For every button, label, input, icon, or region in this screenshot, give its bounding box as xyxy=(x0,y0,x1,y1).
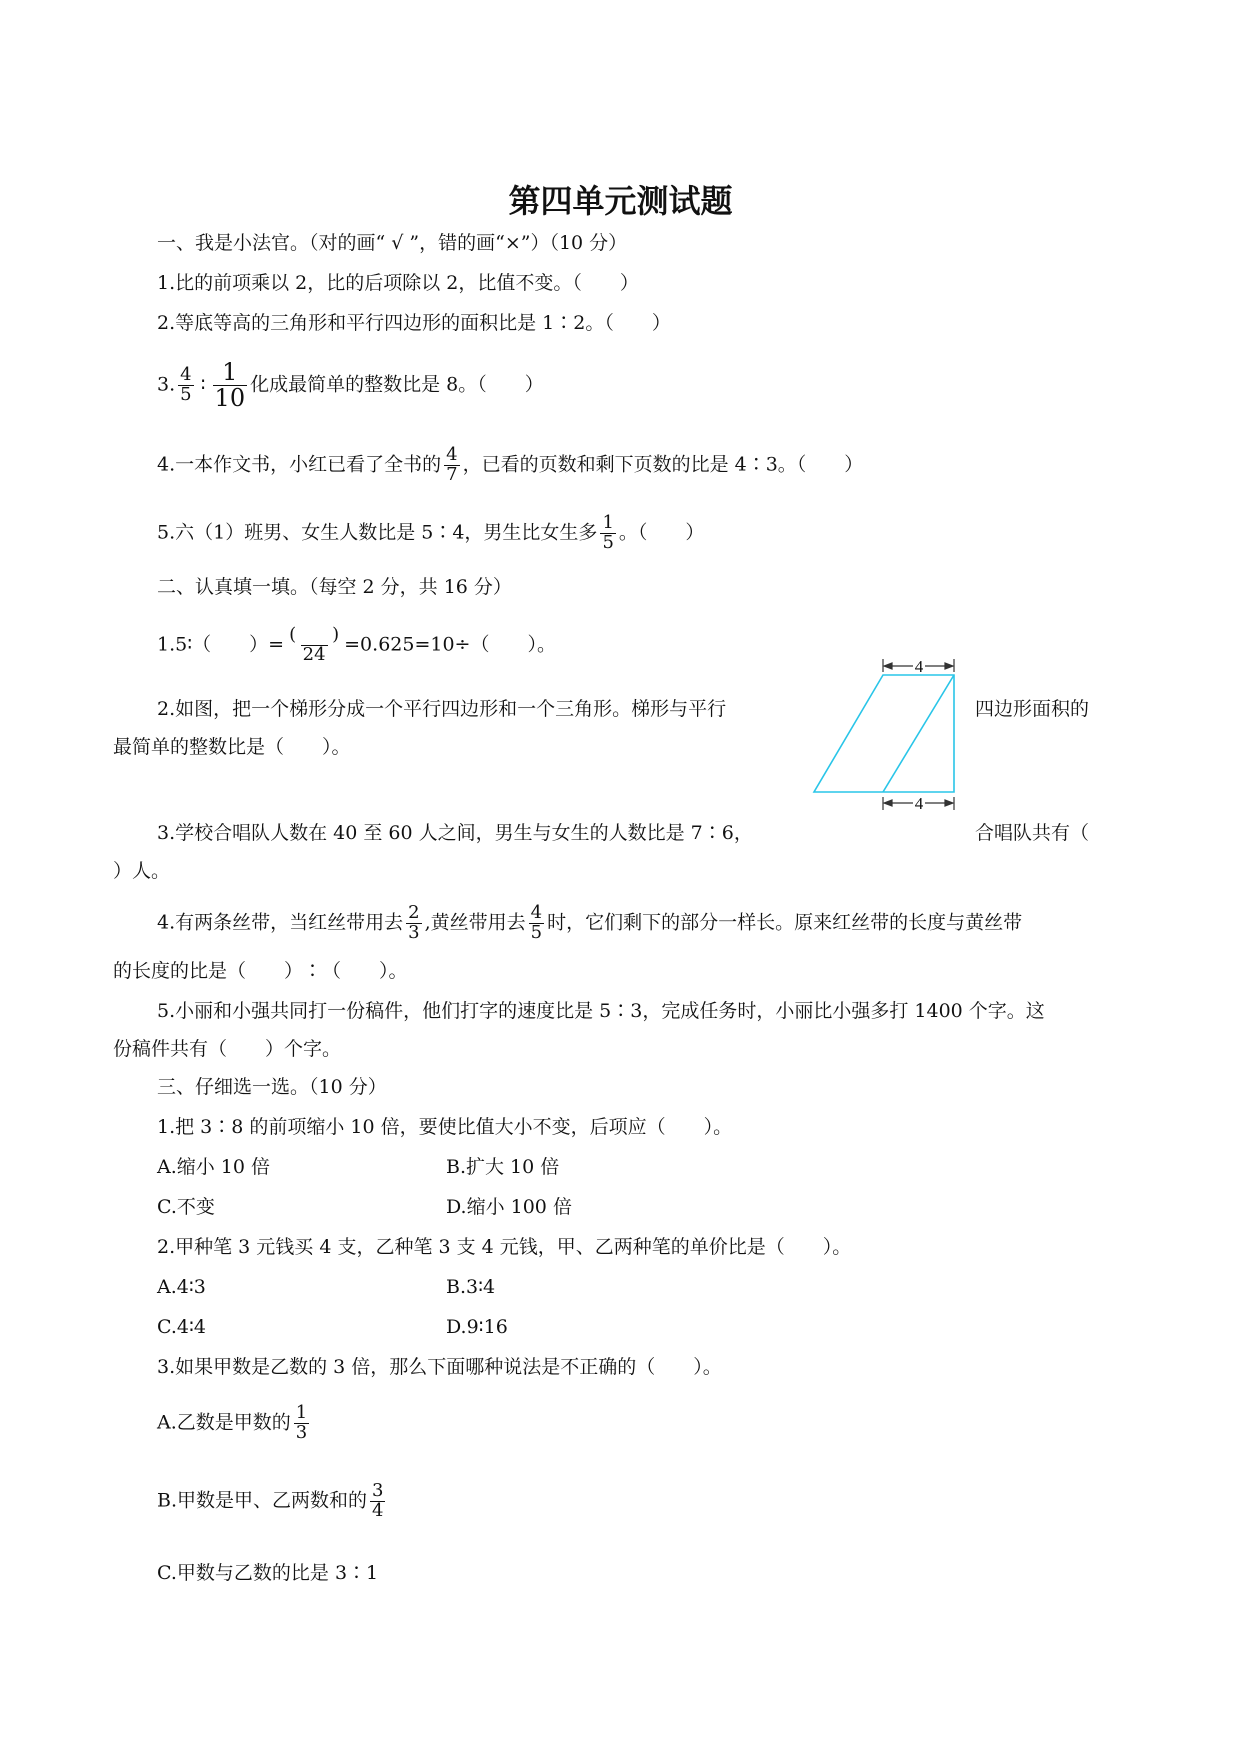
s3-question-2: 2.甲种笔 3 元钱买 4 支，乙种笔 3 支 4 元钱，甲、乙两种笔的单价比是（ ）。 xyxy=(157,1236,852,1258)
option-d[interactable]: D.9∶16 xyxy=(446,1316,508,1338)
s1-question-5 xyxy=(157,514,704,553)
s1-question-4 xyxy=(157,446,863,485)
s2-question-5-line1: 5.小丽和小强共同打一份稿件，他们打字的速度比是 5∶3，完成任务时，小丽比小强多打 1400 个字。这 xyxy=(157,1000,1045,1022)
numerator: 4 xyxy=(530,902,543,923)
fraction xyxy=(213,360,248,411)
option-b[interactable] xyxy=(157,1482,388,1521)
s1-question-1: 1.比的前项乘以 2，比的后项除以 2，比值不变。（ ） xyxy=(157,272,639,294)
trapezoid-figure xyxy=(806,657,966,812)
denominator: 10 xyxy=(214,384,246,413)
s2-question-2-cont: 最简单的整数比是（ ）。 xyxy=(113,736,351,758)
fraction xyxy=(600,514,615,553)
s2-question-5-line2: 份稿件共有（ ）个字。 xyxy=(113,1038,342,1060)
option-b[interactable]: B.扩大 10 倍 xyxy=(446,1156,560,1178)
fraction xyxy=(178,366,193,405)
q-text: 4.有两条丝带，当红丝带用去 xyxy=(157,911,404,934)
denominator: 3 xyxy=(295,1421,308,1443)
denominator: 5 xyxy=(602,531,614,553)
page-title: 第四单元测试题 xyxy=(508,182,733,220)
ratio-colon: ∶ xyxy=(200,373,206,396)
denominator: 7 xyxy=(446,463,458,485)
q-text: 5.六（1）班男、女生人数比是 5∶4，男生比女生多 xyxy=(157,521,598,544)
option-a[interactable]: A.缩小 10 倍 xyxy=(157,1156,271,1178)
s2-question-3-left: 3.学校合唱队人数在 40 至 60 人之间，男生与女生的人数比是 7∶6， xyxy=(157,822,753,844)
s1-question-3 xyxy=(157,360,544,411)
s2-question-3-cont: ）人。 xyxy=(113,860,171,882)
s2-question-3-right: 合唱队共有（ xyxy=(975,822,1090,844)
option-text: B.甲数是甲、乙两数和的 xyxy=(157,1489,368,1512)
fraction xyxy=(287,626,341,665)
numerator: 1 xyxy=(295,1402,308,1423)
option-b[interactable]: B.3∶4 xyxy=(446,1276,496,1298)
fraction xyxy=(529,904,544,943)
section2-heading: 二、认真填一填。（每空 2 分，共 16 分） xyxy=(157,576,512,598)
s3-question-3: 3.如果甲数是乙数的 3 倍，那么下面哪种说法是不正确的（ ）。 xyxy=(157,1356,722,1378)
q-number: 3. xyxy=(157,373,176,396)
denominator: 4 xyxy=(372,1499,384,1521)
s2-question-2-right: 四边形面积的 xyxy=(975,698,1090,720)
q-text: 时，它们剩下的部分一样长。原来红丝带的长度与黄丝带 xyxy=(547,911,1023,934)
top-length-label: 4 xyxy=(914,657,924,676)
s2-question-4 xyxy=(157,904,1022,943)
numerator: 1 xyxy=(602,512,614,533)
denominator: 24 xyxy=(302,643,326,665)
option-c[interactable]: C.甲数与乙数的比是 3∶1 xyxy=(157,1562,379,1584)
q-text: ，已看的页数和剩下页数的比是 4∶3。（ ） xyxy=(462,453,864,476)
bottom-length-label: 4 xyxy=(914,794,924,812)
q-text: 1.5∶（ ）= xyxy=(157,633,285,656)
q-text: 4.一本作文书，小红已看了全书的 xyxy=(157,453,442,476)
trapezoid-shape xyxy=(814,675,954,792)
q-text: ,黄丝带用去 xyxy=(424,911,526,934)
numerator: 4 xyxy=(180,364,192,386)
option-c[interactable]: C.不变 xyxy=(157,1196,215,1218)
numerator: 1 xyxy=(222,358,238,386)
section1-heading: 一、我是小法官。（对的画“ √ ”，错的画“×”）（10 分） xyxy=(157,232,628,254)
numerator: 3 xyxy=(372,1480,384,1501)
numerator: 2 xyxy=(408,902,420,923)
fraction xyxy=(444,446,459,485)
s3-question-1: 1.把 3∶8 的前项缩小 10 倍，要使比值大小不变，后项应（ ）。 xyxy=(157,1116,733,1138)
fraction xyxy=(370,1482,385,1521)
option-text: A.乙数是甲数的 xyxy=(157,1411,291,1434)
s2-question-4-cont: 的长度的比是（ ）∶（ ）。 xyxy=(113,960,408,982)
numerator: ( ) xyxy=(289,624,340,645)
option-d[interactable]: D.缩小 100 倍 xyxy=(446,1196,572,1218)
fraction xyxy=(294,1404,309,1443)
q-text: =0.625=10÷（ ）。 xyxy=(344,633,556,656)
q-text: 化成最简单的整数比是 8。（ ） xyxy=(250,373,544,396)
fraction xyxy=(406,904,421,943)
s1-question-2: 2.等底等高的三角形和平行四边形的面积比是 1∶2。（ ） xyxy=(157,312,671,334)
section3-heading: 三、仔细选一选。（10 分） xyxy=(157,1076,387,1098)
s2-question-1 xyxy=(157,626,556,665)
denominator: 5 xyxy=(530,921,543,943)
s2-question-2-left: 2.如图，把一个梯形分成一个平行四边形和一个三角形。梯形与平行 xyxy=(157,698,727,720)
denominator: 3 xyxy=(408,921,420,943)
option-a[interactable] xyxy=(157,1404,312,1443)
q-text: 。（ ） xyxy=(618,521,705,544)
denominator: 5 xyxy=(180,384,192,406)
option-c[interactable]: C.4∶4 xyxy=(157,1316,207,1338)
option-a[interactable]: A.4∶3 xyxy=(157,1276,206,1298)
numerator: 4 xyxy=(446,444,458,465)
